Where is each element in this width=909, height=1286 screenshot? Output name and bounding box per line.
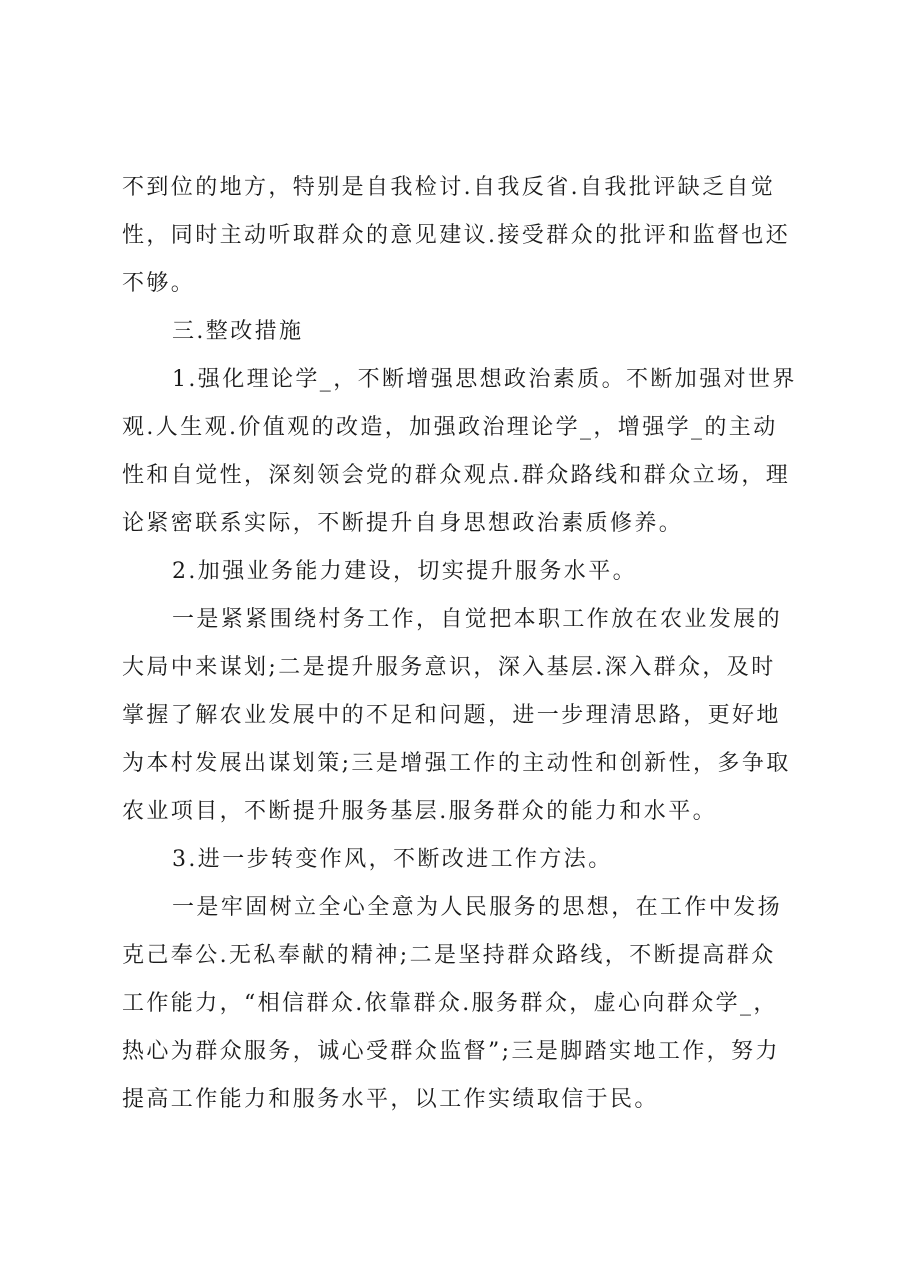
paragraph-line: 大局中来谋划;二是提升服务意识，深入基层.深入群众，及时 — [122, 655, 776, 680]
subheading-line: 3.进一步转变作风，不断改进工作方法。 — [172, 847, 613, 872]
paragraph-line: 农业项目，不断提升服务基层.服务群众的能力和水平。 — [122, 799, 717, 824]
paragraph-line: 不够。 — [122, 271, 196, 296]
paragraph-line: 性，同时主动听取群众的意见建议.接受群众的批评和监督也还 — [122, 223, 791, 248]
paragraph-line: 提高工作能力和服务水平，以工作实绩取信于民。 — [122, 1087, 659, 1112]
paragraph-line: 工作能力，“相信群众.依靠群众.服务群众，虚心向群众学_， — [122, 991, 778, 1016]
subheading-line: 1.强化理论学_，不断增强思想政治素质。不断加强对世界 — [172, 367, 797, 392]
paragraph-line: 一是牢固树立全心全意为人民服务的思想，在工作中发扬 — [172, 895, 783, 920]
paragraph-line: 热心为群众服务，诚心受群众监督”;三是脚踏实地工作，努力 — [122, 1039, 780, 1064]
paragraph-line: 掌握了解农业发展中的不足和问题，进一步理清思路，更好地 — [122, 703, 781, 728]
subheading-line: 2.加强业务能力建设，切实提升服务水平。 — [172, 559, 637, 584]
paragraph-line: 论紧密联系实际，不断提升自身思想政治素质修养。 — [122, 511, 684, 536]
paragraph-line: 观.人生观.价值观的改造，加强政治理论学_，增强学_的主动 — [122, 415, 778, 440]
paragraph-line: 克己奉公.无私奉献的精神;二是坚持群众路线，不断提高群众 — [122, 943, 776, 968]
document-body — [122, 164, 798, 1124]
section-heading: 三.整改措施 — [172, 319, 304, 344]
paragraph-line: 为本村发展出谋划策;三是增强工作的主动性和创新性，多争取 — [122, 751, 791, 776]
paragraph-line: 性和自觉性，深刻领会党的群众观点.群众路线和群众立场，理 — [122, 463, 791, 488]
paragraph-line: 不到位的地方，特别是自我检讨.自我反省.自我批评缺乏自觉 — [122, 175, 776, 200]
paragraph-line: 一是紧紧围绕村务工作，自觉把本职工作放在农业发展的 — [172, 607, 783, 632]
